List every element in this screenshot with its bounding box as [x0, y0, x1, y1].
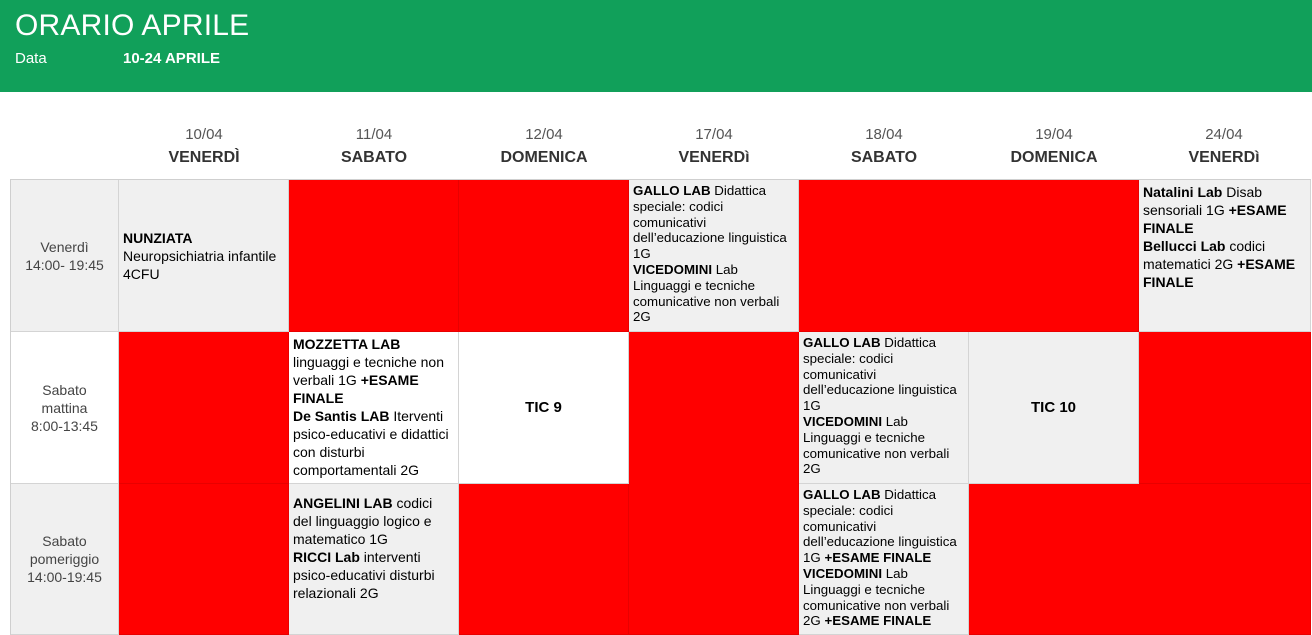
row-label-line: Sabato — [42, 533, 87, 549]
exam-badge: +ESAME FINALE — [293, 372, 419, 406]
schedule-grid — [10, 179, 1311, 635]
teacher-name: GALLO LAB — [803, 487, 881, 502]
teacher-name: Bellucci Lab — [1143, 238, 1226, 254]
lesson-cell — [289, 484, 459, 635]
day-name: VENERDì — [678, 149, 750, 166]
tic-label: TIC 10 — [1030, 398, 1076, 416]
page-header — [0, 0, 1312, 92]
lesson-text: Didattica speciale: codici comunicativi dell’educazione linguistica 1G — [633, 183, 787, 262]
day-name: VENERDÌ — [168, 149, 240, 166]
row-label-line: 8:00-13:45 — [31, 417, 98, 434]
day-date: 19/04 — [1035, 126, 1073, 143]
blocked-cell — [459, 484, 629, 635]
day-header-1204 — [460, 126, 628, 168]
row-label-line: 14:00-19:45 — [27, 569, 102, 585]
teacher-name: Natalini Lab — [1143, 184, 1223, 200]
teacher-name: VICEDOMINI — [803, 565, 883, 581]
day-name: VENERDì — [1188, 149, 1260, 166]
lesson-text: linguaggi e tecniche non verbali 1G — [293, 354, 445, 388]
blocked-cell — [289, 180, 459, 332]
tic-cell — [459, 332, 629, 484]
lesson-text: codici matematici 2G — [1143, 238, 1266, 272]
lesson-text: Didattica speciale: codici comunicativi dell’educazione linguistica 1G — [803, 335, 957, 414]
row-label-saturday-afternoon — [11, 484, 119, 635]
teacher-name: RICCI Lab — [293, 549, 360, 565]
tic-cell — [969, 332, 1139, 484]
day-date: 12/04 — [525, 126, 563, 143]
day-name: SABATO — [340, 149, 408, 166]
blocked-cell — [799, 180, 1139, 332]
teacher-name: VICEDOMINI — [803, 413, 883, 429]
lesson-text: interventi psico-educativi disturbi relazionali 2G — [293, 549, 435, 601]
lesson-text: Neuropsichiatria infantile 4CFU — [123, 247, 277, 282]
page-title: ORARIO APRILE — [15, 9, 250, 42]
teacher-name: NUNZIATA — [123, 229, 193, 246]
row-label-line: 14:00- 19:45 — [25, 256, 104, 273]
row-label-line: Venerdì — [40, 238, 89, 255]
row-label-line: mattina — [41, 399, 88, 416]
day-date: 17/04 — [695, 126, 733, 143]
lesson-text: Didattica speciale: codici comunicativi dell’educazione linguistica 1G — [803, 487, 957, 566]
lesson-text: Disab sensoriali 1G — [1143, 184, 1263, 218]
lesson-text: Lab Linguaggi e tecniche comunicative non verbali 2G — [633, 261, 780, 325]
day-name: DOMENICA — [500, 149, 588, 166]
teacher-name: ANGELINI LAB — [293, 495, 393, 511]
lesson-text: Lab Linguaggi e tecniche comunicative non verbali 2G — [803, 413, 950, 477]
lesson-text: Lab Linguaggi e tecniche comunicative non verbali 2G — [803, 565, 950, 629]
lesson-cell — [119, 180, 289, 332]
date-label: Data — [15, 50, 47, 67]
day-header-1004 — [120, 126, 288, 168]
lesson-cell — [629, 180, 799, 332]
day-header-1904 — [970, 126, 1138, 168]
lesson-text: Iterventi psico-educativi e didattici con disturbi comportamentali 2G — [293, 408, 449, 478]
date-value: 10-24 APRILE — [123, 50, 220, 67]
day-name: SABATO — [850, 149, 918, 166]
day-header-1704 — [630, 126, 798, 168]
teacher-name: De Santis LAB — [293, 408, 390, 424]
teacher-name: GALLO LAB — [803, 335, 881, 350]
teacher-name: MOZZETTA LAB — [293, 336, 401, 352]
blocked-cell — [1139, 332, 1311, 484]
exam-badge: +ESAME FINALE — [824, 613, 932, 629]
lesson-cell — [799, 484, 969, 635]
row-label-saturday-morning — [11, 332, 119, 484]
exam-badge: +ESAME FINALE — [1143, 256, 1296, 290]
lesson-cell — [799, 332, 969, 484]
day-header-1104 — [290, 126, 458, 168]
teacher-name: VICEDOMINI — [633, 261, 713, 277]
day-name: DOMENICA — [1010, 149, 1098, 166]
blocked-cell — [629, 332, 799, 635]
day-date: 18/04 — [865, 126, 903, 143]
blocked-cell — [969, 484, 1311, 635]
day-date: 24/04 — [1205, 126, 1243, 143]
row-label-friday — [11, 180, 119, 332]
day-date: 10/04 — [185, 126, 223, 143]
blocked-cell — [459, 180, 629, 332]
exam-badge: +ESAME FINALE — [824, 550, 932, 566]
exam-badge: +ESAME FINALE — [1143, 202, 1287, 236]
lesson-cell — [1139, 180, 1311, 332]
lesson-text: codici del linguaggio logico e matematico 1G — [293, 495, 433, 547]
blocked-cell — [119, 332, 289, 484]
row-label-line: Sabato — [42, 381, 87, 398]
teacher-name: GALLO LAB — [633, 183, 711, 198]
day-header-1804 — [800, 126, 968, 168]
day-date: 11/04 — [355, 126, 393, 143]
tic-label: TIC 9 — [525, 398, 562, 416]
row-label-line: pomeriggio — [29, 551, 100, 567]
day-header-2404 — [1140, 126, 1308, 168]
blocked-cell — [119, 484, 289, 635]
lesson-cell — [289, 332, 459, 484]
